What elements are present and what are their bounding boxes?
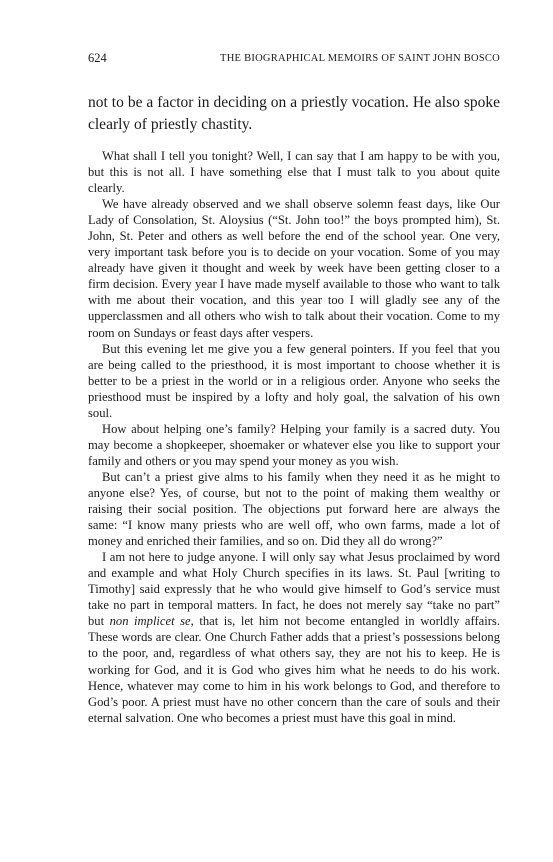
lead-section: [88, 92, 500, 135]
latin-phrase: non implicet se: [109, 614, 191, 629]
running-title: THE BIOGRAPHICAL MEMOIRS OF SAINT JOHN BOSCO: [220, 53, 500, 64]
paragraph: But can’t a priest give alms to his family when they need it as he might to anyone else? Yes, of course, but not to the point of making them wealthy or raising their social position. The objections put forward here are always the same: “I know many priests who are well off, who own farms, made a lot of money and enriched their families, and so on. Did they all do wrong?”: [88, 469, 500, 549]
paragraph: How about helping one’s family? Helping your family is a sacred duty. You may become a shopkeeper, shoemaker or whatever else you like to support your family and others or you may spend your money as you wish.: [88, 421, 500, 468]
page-number: 624: [88, 51, 107, 65]
body-text: [88, 148, 500, 726]
paragraph: But this evening let me give you a few general pointers. If you feel that you are being called to the priesthood, it is most important to choose whether it is better to be a priest in the world or in a religious order. Anyone who seeks the priesthood must be inspired by a lofty and holy goal, the salvation of his own soul.: [88, 341, 500, 420]
lead-paragraph: not to be a factor in deciding on a priestly vocation. He also spoke clearly of priestly chastity.: [88, 94, 500, 133]
paragraph: I am not here to judge anyone. I will only say what Jesus proclaimed by word and example and what Holy Church specifies in its laws. St. Paul [writing to Timothy] said expressly that he who would give himself to God’s service must take no part in temporal matters. In fact, he does not merely say “take no part” but non implicet se, that is, let him not become entangled in worldly affairs. These words are clear. One Church Father adds that a priest’s possessions belong to the poor, and, regardless of what others say, they are not his to keep. He is working for God, and it is God who gives him what he needs to do his work. Hence, whatever may come to him in his work belongs to God, and therefore to God’s poor. A priest must have no other concern than the care of souls and their eternal salvation. One who becomes a priest must have this goal in mind.: [88, 550, 500, 725]
paragraph: What shall I tell you tonight? Well, I can say that I am happy to be with you, but this is not all. I have something else that I must talk to you about quite clearly.: [88, 149, 500, 196]
paragraph: We have already observed and we shall observe solemn feast days, like Our Lady of Consolation, St. Aloysius (“St. John too!” the boys prompted him), St. John, St. Peter and others as well before the end of the school year. One very, very important task before you is to decide on your vocation. Some of you may already have given it thought and week by week have been getting closer to a firm decision. Every year I have made myself available to those who want to talk with me about their vocation, and this year too I will gladly see any of the upperclassmen and all others who wish to talk about their vocation. Come to my room on Sundays or feast days after vespers.: [88, 197, 500, 340]
